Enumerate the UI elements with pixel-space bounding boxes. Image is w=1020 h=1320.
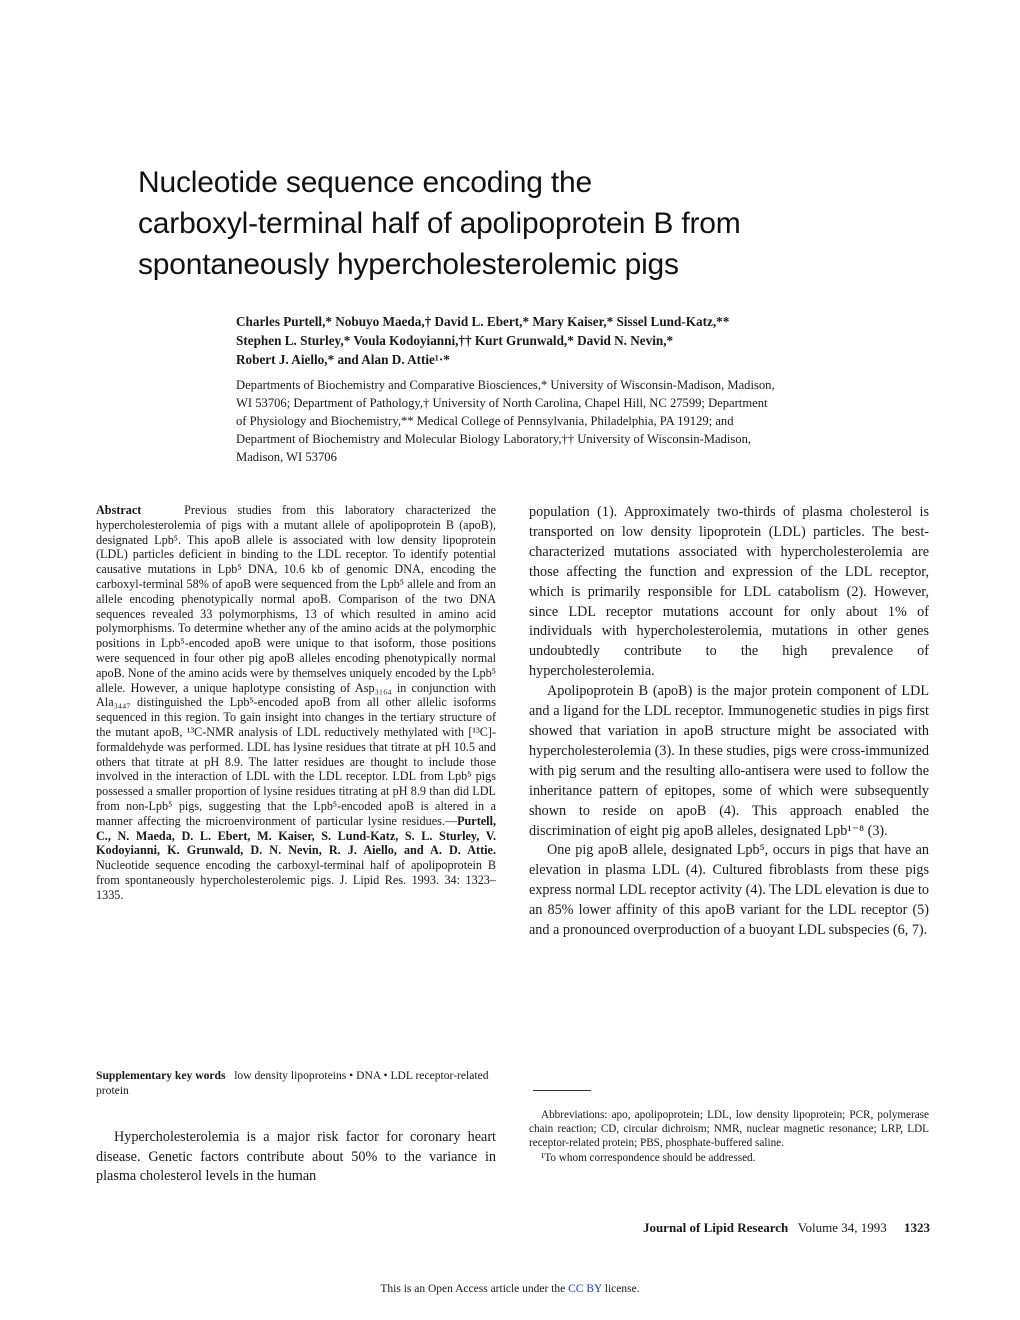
- license-text-end: license.: [601, 1283, 640, 1295]
- footnote-divider: [533, 1090, 591, 1091]
- volume-info: Volume 34, 1993: [797, 1220, 887, 1235]
- affiliation-line: Madison, WI 53706: [236, 450, 337, 464]
- keywords-heading: Supplementary key words: [96, 1069, 226, 1082]
- article-title: [138, 162, 858, 285]
- title-line: Nucleotide sequence encoding the: [138, 166, 592, 199]
- author-line: Charles Purtell,* Nobuyo Maeda,† David L. Ebert,* Mary Kaiser,* Sissel Lund-Katz,**: [236, 314, 730, 329]
- journal-name: Journal of Lipid Research: [642, 1220, 789, 1235]
- footnotes: [529, 1108, 929, 1165]
- intro-paragraph: Hypercholesterolemia is a major risk factor for coronary heart disease. Genetic factors contribute about 50% to the variance in plasma cholesterol levels in the human: [96, 1129, 496, 1184]
- page-number: 1323: [904, 1220, 930, 1235]
- keywords: [96, 1068, 496, 1098]
- abstract: [96, 503, 496, 903]
- author-list: [236, 312, 936, 369]
- abstract-heading: Abstract: [96, 503, 142, 517]
- abstract-body: Previous studies from this laboratory characterized the hypercholesterolemia of pigs with a mutant allele of apolipoprotein B (apoB), designated Lpb⁵. This apoB allele is associated with low density lipoprotein (LDL) particles deficient in binding to the LDL receptor. To identify potential causative mutations in Lpb⁵ DNA, 10.6 kb of genomic DNA, encoding the carboxyl-terminal 58% of apoB were sequenced from the Lpb⁵ allele and from an allele encoding phenotypically normal apoB. Comparison of the two DNA sequences revealed 33 polymorphisms, 13 of which resulted in amino acid polymorphisms. To determine whether any of the amino acids at the polymorphic positions in Lpb⁵-encoded apoB were unique to that isoform, those positions were sequenced in four other pig apoB alleles encoding phenotypically normal apoB. None of the amino acids were by themselves uniquely encoded by the Lpb⁵ allele. However, a unique haplotype consisting of Asp₃₁₆₄ in conjunction with Ala₃₄₄₇ distinguished the Lpb⁵-encoded apoB from all other allelic isoforms sequenced in this region. To gain insight into changes in the tertiary structure of the mutant apoB, ¹³C-NMR analysis of LDL reductively methylated with [¹³C]-formaldehyde was performed. LDL has lysine residues that titrate at pH 10.5 and others that titrate at pH 8.9. The latter residues are thought to include those involved in the interaction of LDL with the LDL receptor. LDL from Lpb⁵ pigs possessed a smaller proportion of lysine residues titrating at pH 8.9 than did LDL from non-Lpb⁵ pigs, suggesting that the Lpb⁵-encoded apoB is altered in a manner affecting the microenvironment of particular lysine residues.—: [96, 503, 496, 828]
- affiliation-line: Departments of Biochemistry and Comparative Biosciences,* University of Wisconsin-Madison, Madison,: [236, 378, 775, 392]
- body-right-column: [529, 503, 929, 941]
- author-line: Stephen L. Sturley,* Voula Kodoyianni,†† Kurt Grunwald,* David N. Nevin,*: [236, 333, 674, 348]
- body-paragraph: population (1). Approximately two-thirds of plasma cholesterol is transported on low density lipoprotein (LDL) particles. The best-characterized mutations associated with hypercholesterolemia are those affecting the function and expression of the LDL receptor, which is primarily responsible for LDL catabolism (2). However, since LDL receptor mutations account for only about 1% of individuals with hypercholesterolemia, mutations in other genes undoubtedly contribute to the high prevalence of hypercholesterolemia.: [529, 504, 929, 680]
- citation-authors: Purtell, C., N. Maeda, D. L. Ebert, M. Kaiser, S. Lund-Katz, S. L. Sturley, V. Kodoyianni, K. Grunwald, D. N. Nevin, R. J. Aiello, and A. D. Attie.: [96, 813, 496, 858]
- affiliation-line: Department of Biochemistry and Molecular Biology Laboratory,†† University of Wisconsin-Madison,: [236, 432, 752, 446]
- affiliation-line: WI 53706; Department of Pathology,† University of North Carolina, Chapel Hill, NC 27599; Department: [236, 396, 768, 410]
- license-link[interactable]: CC BY: [568, 1283, 602, 1295]
- title-line: carboxyl-terminal half of apolipoprotein B from: [138, 207, 741, 240]
- license-text: This is an Open Access article under the: [380, 1283, 569, 1295]
- author-line: Robert J. Aiello,* and Alan D. Attie¹·*: [236, 352, 450, 367]
- citation-rest: Nucleotide sequence encoding the carboxyl-terminal half of apolipoprotein B from spontaneously hypercholesterolemic pigs. J. Lipid Res. 1993. 34: 1323–1335.: [96, 858, 496, 902]
- body-paragraph: One pig apoB allele, designated Lpb⁵, occurs in pigs that have an elevation in plasma LDL (4). Cultured fibroblasts from these pigs express normal LDL receptor activity (4). The LDL elevation is due to an 85% lower affinity of this apoB variant for the LDL receptor (5) and a pronounced overproduction of a buoyant LDL subspecies (6, 7).: [529, 842, 929, 939]
- keywords-text: low density lipoproteins • DNA • LDL receptor-related protein: [96, 1069, 489, 1097]
- affiliation-line: of Physiology and Biochemistry,** Medical College of Pennsylvania, Philadelphia, PA 19129; and: [236, 414, 734, 428]
- title-line: spontaneously hypercholesterolemic pigs: [138, 248, 679, 281]
- body-paragraph: Apolipoprotein B (apoB) is the major protein component of LDL and a ligand for the LDL receptor. Immunogenetic studies in pigs first showed that variation in apoB structure might be associated with hypercholesterolemia (3). In these studies, pigs were cross-immunized with pig serum and the resulting allo-antisera were used to follow the inheritance pattern of epitopes, some of which were subsequently shown to reside on apoB (4). This approach enabled the discrimination of eight pig apoB alleles, designated Lpb¹⁻⁸ (3).: [529, 683, 929, 839]
- intro-left-column: [96, 1128, 496, 1187]
- license-notice: [0, 1283, 1020, 1295]
- running-footer: [560, 1220, 930, 1236]
- footnote: Abbreviations: apo, apolipoprotein; LDL, low density lipoprotein; PCR, polymerase chain reaction; CD, circular dichroism; NMR, nuclear magnetic resonance; LRP, LDL receptor-related protein; PBS, phosphate-buffered saline.: [529, 1109, 929, 1150]
- footnote: ¹To whom correspondence should be addressed.: [541, 1151, 756, 1164]
- affiliations: [236, 376, 936, 466]
- abstract-paragraph: [96, 503, 496, 903]
